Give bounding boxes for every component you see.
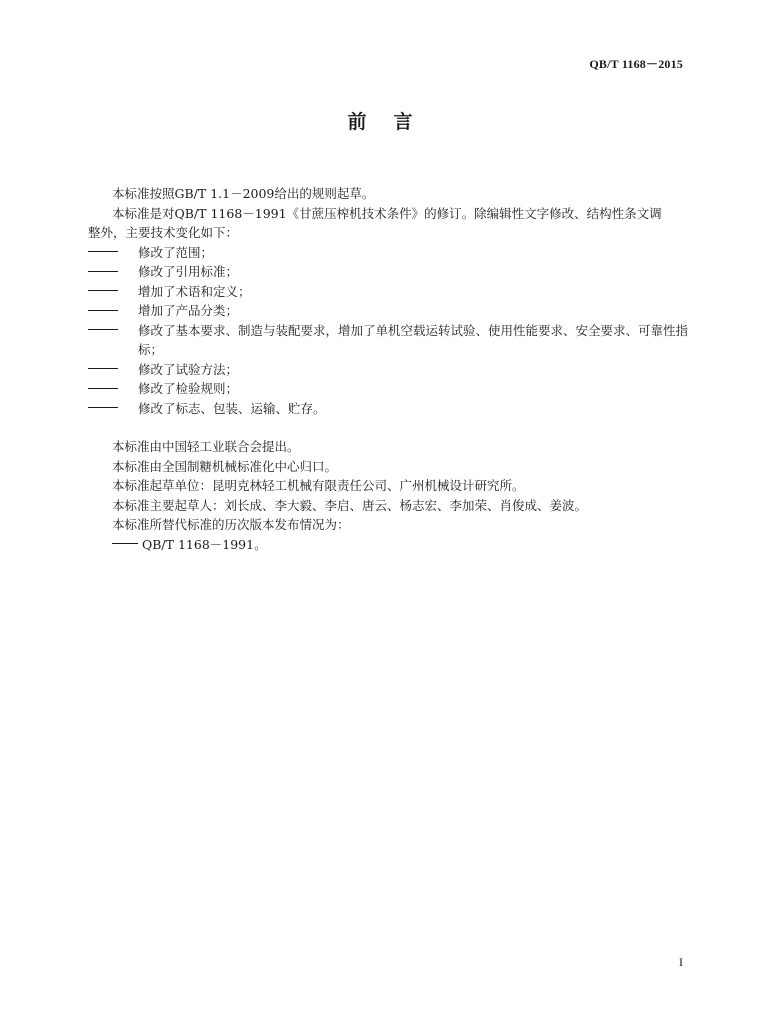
page-title	[0, 107, 761, 134]
list-item	[88, 282, 688, 302]
revision-paragraph-line2: 整外，主要技术变化如下：	[88, 225, 239, 240]
list-item-text: 增加了产品分类；	[138, 303, 239, 318]
title-char-2: 言	[393, 111, 414, 133]
drafting-units-paragraph: 本标准起草单位：昆明克林轻工机械有限责任公司、广州机械设计研究所。	[112, 478, 525, 493]
list-item-text: 修改了引用标准；	[138, 264, 239, 279]
dash-marker	[88, 399, 138, 419]
list-item-text: 修改了基本要求、制造与装配要求，增加了单机空载运转试验、使用性能要求、安全要求、可靠性指标；	[138, 322, 689, 357]
list-item	[88, 262, 688, 282]
title-char-1: 前	[347, 111, 368, 133]
dash-marker	[88, 262, 138, 282]
dash-marker	[112, 535, 142, 555]
list-item	[88, 243, 688, 263]
dash-marker	[88, 301, 138, 321]
centralized-paragraph: 本标准由全国制糖机械标准化中心归口。	[112, 458, 338, 474]
list-item	[88, 360, 688, 380]
drafting-rule-paragraph: 本标准按照GB/T 1.1－2009给出的规则起草。	[112, 186, 375, 201]
standard-code: QB/T 1168－2015	[589, 57, 683, 71]
page-number: I	[679, 955, 683, 969]
dash-marker	[88, 360, 138, 380]
drafters-paragraph: 本标准主要起草人：刘长成、李大毅、李启、唐云、杨志宏、李加荣、肖俊成、姜波。	[112, 497, 588, 513]
list-item-text: 修改了范围；	[138, 244, 214, 260]
history-item-text: QB/T 1168－1991。	[142, 536, 267, 552]
dash-marker	[88, 282, 138, 302]
revision-paragraph-line1: 本标准是对QB/T 1168－1991《甘蔗压榨机技术条件》的修订。除编辑性文字修改、结构性条文调	[112, 205, 662, 221]
proposer-paragraph: 本标准由中国轻工业联合会提出。	[112, 439, 300, 454]
dash-marker	[88, 379, 138, 399]
section-spacer	[88, 418, 688, 437]
foreword-body	[88, 184, 688, 554]
history-item	[88, 535, 688, 555]
list-item-text: 增加了术语和定义；	[138, 283, 251, 299]
list-item	[88, 399, 688, 419]
list-item-text: 修改了检验规则；	[138, 381, 239, 396]
list-item	[88, 301, 688, 321]
changes-list	[88, 243, 688, 419]
dash-marker	[88, 243, 138, 263]
dash-marker	[88, 321, 138, 341]
list-item	[88, 321, 688, 360]
history-intro-paragraph: 本标准所替代标准的历次版本发布情况为：	[112, 517, 350, 532]
list-item-text: 修改了试验方法；	[138, 361, 239, 377]
list-item-text: 修改了标志、包装、运输、贮存。	[138, 400, 326, 416]
list-item	[88, 379, 688, 399]
